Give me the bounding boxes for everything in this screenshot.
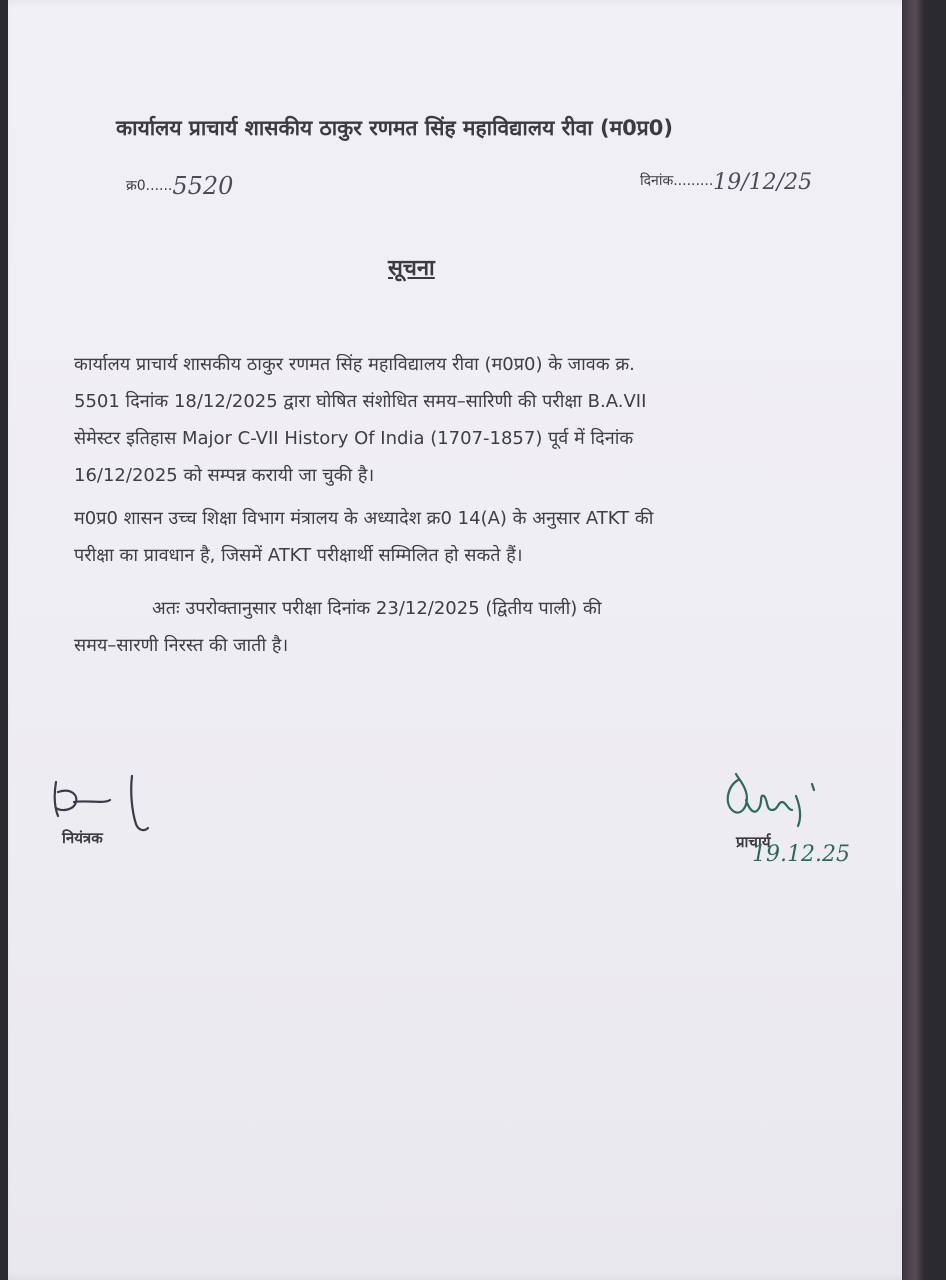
reference-dots: ......	[145, 178, 173, 194]
paragraph-1	[74, 346, 874, 494]
paragraph-1-line: 16/12/2025 को सम्पन्न करायी जा चुकी है।	[74, 465, 375, 486]
controller-label: नियंत्रक	[62, 829, 103, 847]
paragraph-2-line: म0प्र0 शासन उच्च शिक्षा विभाग मंत्रालय के अध्यादेश क्र0 14(A) के अनुसार ATKT की	[74, 508, 654, 529]
paragraph-3-line	[74, 590, 874, 627]
paragraph-1-line: 5501 दिनांक 18/12/2025 द्वारा घोषित संशोधित समय–सारिणी की परीक्षा B.A.VII	[74, 391, 647, 412]
notice-document	[8, 0, 924, 1280]
paragraph-2	[74, 500, 874, 574]
issue-date	[640, 166, 813, 195]
date-dots: .........	[673, 173, 714, 189]
office-title: कार्यालय प्राचार्य शासकीय ठाकुर रणमत सिंह महाविद्यालय रीवा (म0प्र0)	[116, 116, 673, 140]
principal-label: प्राचार्य	[736, 833, 771, 851]
notice-heading: सूचना	[388, 256, 435, 281]
principal-signature	[716, 766, 836, 836]
reference-number	[126, 168, 234, 200]
paragraph-1-line: सेमेस्टर इतिहास Major C-VII History Of India (1707-1857) पूर्व में दिनांक	[74, 428, 634, 449]
date-label: दिनांक	[640, 173, 674, 189]
paragraph-2-line: परीक्षा का प्रावधान है, जिसमें ATKT परीक्षार्थी सम्मिलित हो सकते हैं।	[74, 545, 523, 566]
reference-number-handwritten: 5520	[172, 172, 234, 200]
principal-date-handwritten: 19.12.25	[752, 842, 850, 867]
paragraph-3	[74, 590, 874, 664]
paragraph-3-line: समय–सारणी निरस्त की जाती है।	[74, 635, 289, 656]
paper-edge-shadow	[902, 0, 924, 1280]
paragraph-3-line-text: अतः उपरोक्तानुसार परीक्षा दिनांक 23/12/2025 (द्वितीय पाली) की	[152, 598, 602, 619]
date-handwritten: 19/12/25	[713, 170, 813, 195]
paragraph-1-line: कार्यालय प्राचार्य शासकीय ठाकुर रणमत सिंह महाविद्यालय रीवा (म0प्र0) के जावक क्र.	[74, 354, 635, 375]
reference-label: क्र0	[126, 178, 146, 194]
